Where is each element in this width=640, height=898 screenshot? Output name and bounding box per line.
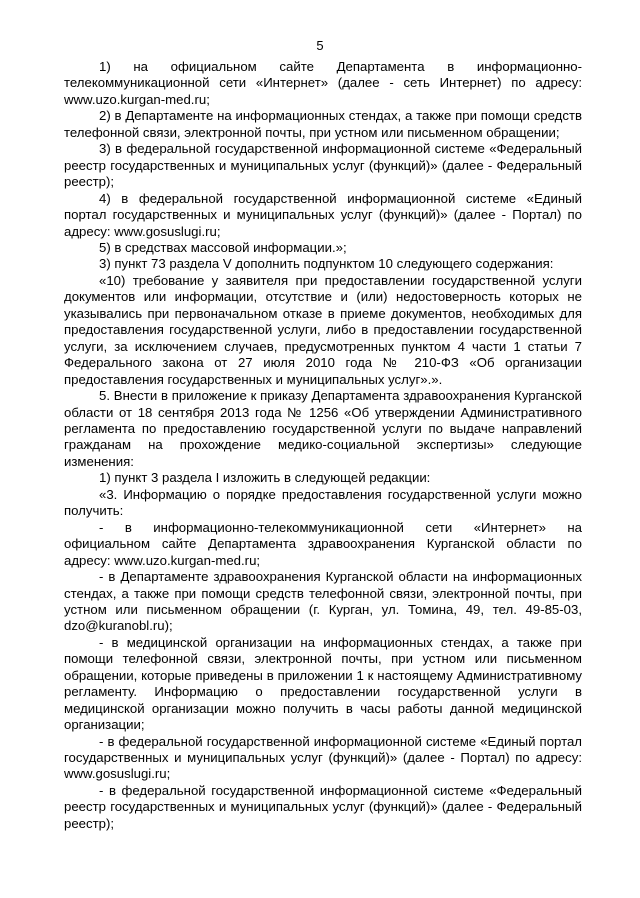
paragraph-subpoint-10: «10) требование у заявителя при предоставлении государственной услуги документов или информации, отсутствие и (или) недостоверность которых не указывались при первоначальном отказе в приеме документов, необходимых для предоставления государственной услуги, либо в предоставлении государственной услуги, за исключением случаев, предусмотренных пунктом 4 части 1 статьи 7 Федерального закона от 27 июля 2010 года № 210-ФЗ «Об организации предоставления государственных и муниципальных услуг».». <box>64 272 582 387</box>
paragraph-item-3: 3) в федеральной государственной информационной системе «Федеральный реестр государственных и муниципальных услуг (функций)» (далее - Федеральный реестр); <box>64 141 582 190</box>
paragraph-dash-department: - в Департаменте здравоохранения Курганской области на информационных стендах, а также при помощи средств телефонной связи, электронной почты, при устном или письменном обращении (г. Курган, ул. Томина, 49, тел. 49-85-03, dzo@kuranobl.ru); <box>64 569 582 634</box>
paragraph-section-5: 5. Внести в приложение к приказу Департамента здравоохранения Курганской области от 18 сентября 2013 года № 1256 «Об утверждении Административного регламента по предоставлению государственной услуги по выдаче направлений гражданам на прохождение медико-социальной экспертизы» следующие изменения: <box>64 388 582 469</box>
paragraph-dash-portal: - в федеральной государственной информационной системе «Единый портал государственных и муниципальных услуг (функций)» (далее - Портал) по адресу: www.gosuslugi.ru; <box>64 733 582 782</box>
paragraph-item-5: 5) в средствах массовой информации.»; <box>99 239 347 255</box>
paragraph-point-3-info: «3. Информацию о порядке предоставления государственной услуги можно получить: <box>64 486 582 519</box>
paragraph-item-4: 4) в федеральной государственной информационной системе «Единый портал государственных и муниципальных услуг (функций)» (далее - Портал) по адресу: www.gosuslugi.ru; <box>64 190 582 239</box>
paragraph-dash-registry: - в федеральной государственной информационной системе «Федеральный реестр государственных и муниципальных услуг (функций)» (далее - Федеральный реестр); <box>64 782 582 831</box>
paragraph-point-3-amendment: 3) пункт 73 раздела V дополнить подпунктом 10 следующего содержания: <box>99 256 554 272</box>
paragraph-dash-medical-org: - в медицинской организации на информационных стендах, а также при помощи телефонной связи, электронной почты, при устном или письменном обращении, которые приведены в приложении 1 к настоящему Административному регламенту. Информацию о предоставлении государственной услуги в медицинской организации можно получить в часы работы данной медицинской организации; <box>64 634 582 733</box>
paragraph-point-1-redaction: 1) пункт 3 раздела I изложить в следующей редакции: <box>99 470 431 486</box>
paragraph-item-1: 1) на официальном сайте Департамента в информационно-телекоммуникационной сети «Интернет» (далее - сеть Интернет) по адресу: www.uzo.kurgan-med.ru; <box>64 59 582 107</box>
page-number: 5 <box>316 38 324 53</box>
paragraph-dash-internet: - в информационно-телекоммуникационной сети «Интернет» на официальном сайте Департамента здравоохранения Курганской области по адресу: www.uzo.kurgan-med.ru; <box>64 519 582 568</box>
document-body <box>64 59 582 832</box>
paragraph-item-2: 2) в Департаменте на информационных стендах, а также при помощи средств телефонной связи, электронной почты, при устном или письменном обращении; <box>64 108 582 140</box>
